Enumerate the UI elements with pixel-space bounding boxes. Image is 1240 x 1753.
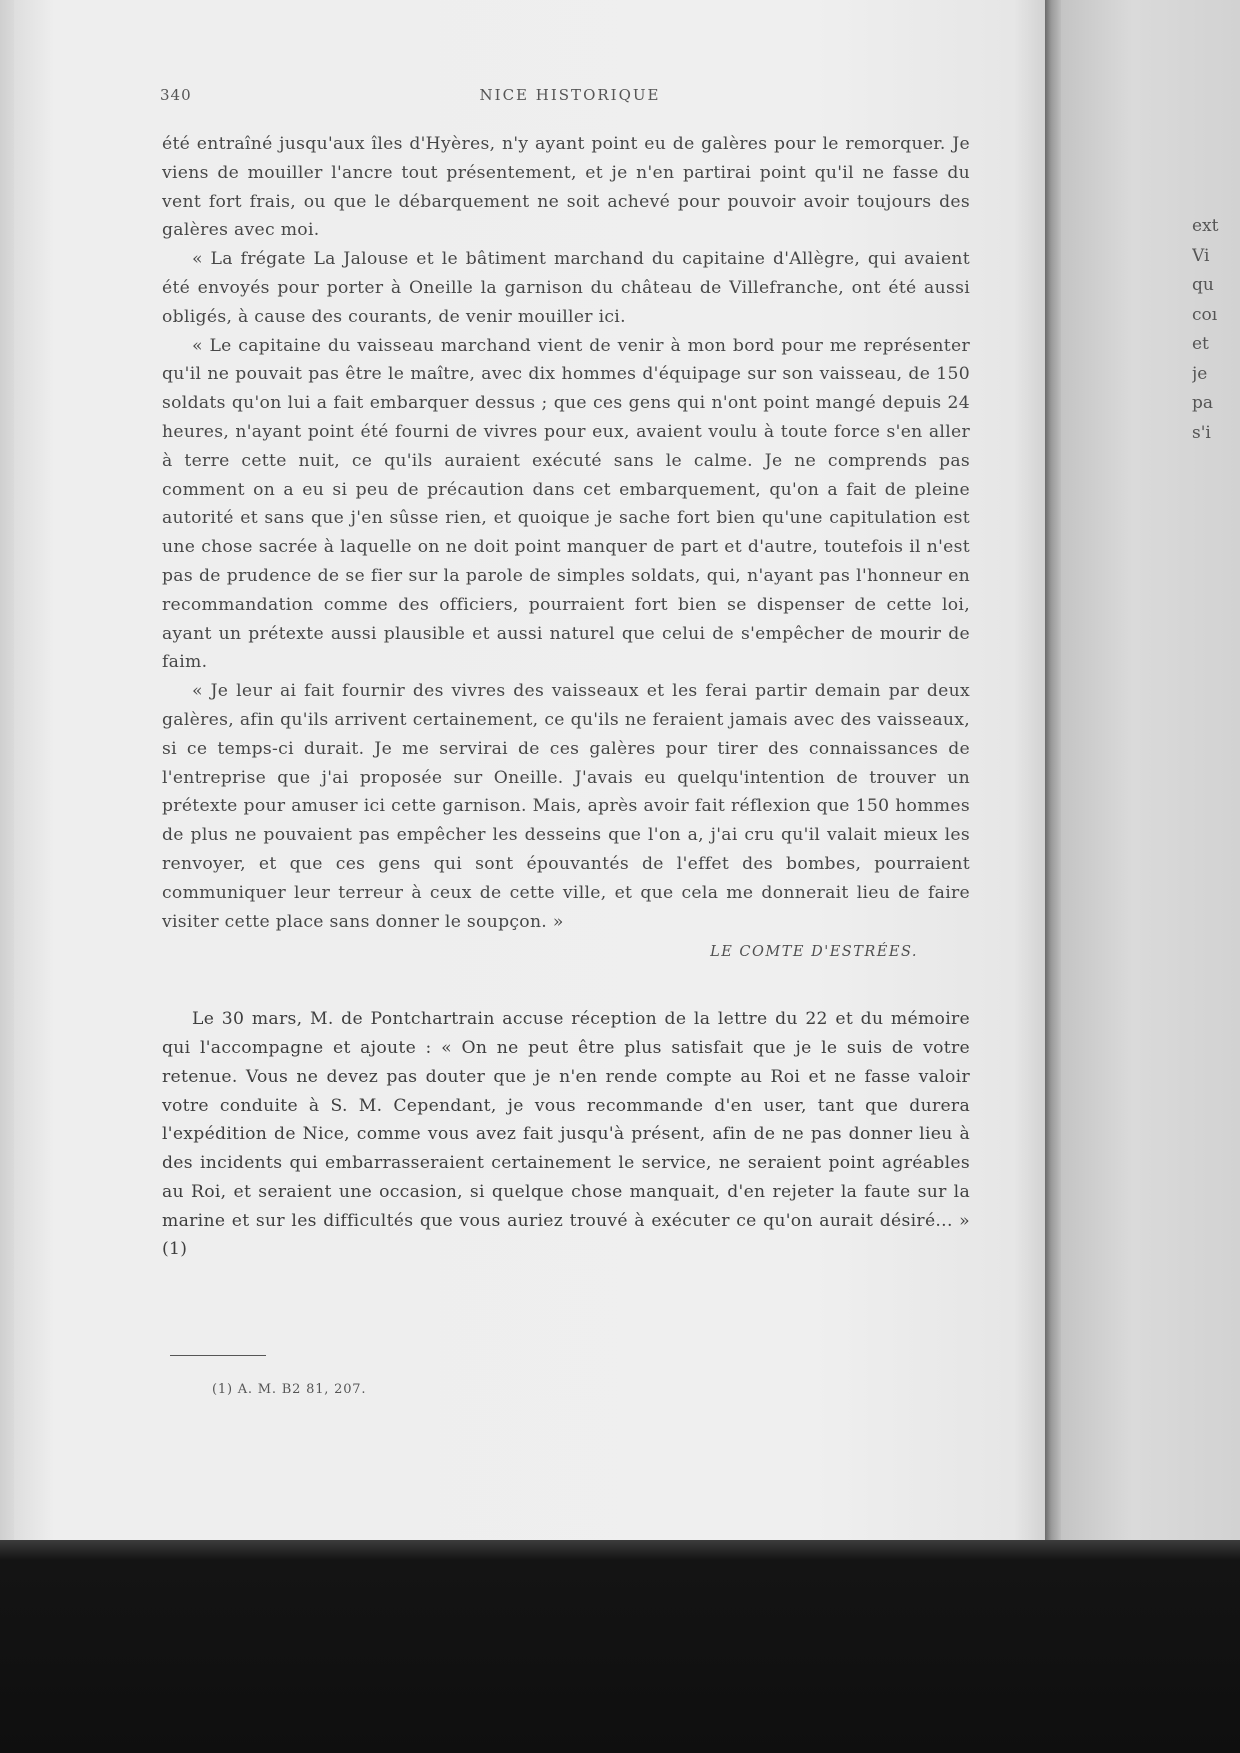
facing-line: et (1192, 334, 1209, 354)
paragraph-3: « Le capitaine du vaisseau marchand vient de venir à mon bord pour me représenter qu'il ne pouvait pas être le maître, avec dix hommes d'équipage sur son vaisseau, de 150 soldats qu'on lui a fait embarquer dessus ; que ces gens qui n'ont point mangé depuis 24 heures, n'ayant point été fourni de vivres pour eux, avaient voulu à toute force s'en aller à terre cette nuit, ce qu'ils auraient exécuté sans le calme. Je ne comprends pas comment on a eu si peu de précaution dans cet embarquement, qu'on a fait de pleine autorité et sans que j'en sûsse rien, et quoique je sache fort bien qu'une capitulation est une chose sacrée à laquelle on ne doit point manquer de part et d'autre, toutefois il n'est pas de prudence de se fier sur la parole de simples soldats, qui, n'ayant pas l'honneur en recommandation comme des officiers, pourraient fort bien se dispenser de cette loi, ayant un prétexte aussi plausible et aussi naturel que celui de s'empêcher de mourir de faim. (162, 335, 970, 673)
facing-line: s'i (1192, 422, 1211, 443)
facing-line: coı (1192, 304, 1218, 325)
facing-line: je (1192, 363, 1208, 384)
paragraph-2: « La frégate La Jalouse et le bâtiment marchand du capitaine d'Allègre, qui avaient été envoyés pour porter à Oneille la garnison du château de Villefranche, ont été aussi obligés, à cause des courants, de venir mouiller ici. (162, 249, 970, 327)
paragraph-1: été entraîné jusqu'aux îles d'Hyères, n'y ayant point eu de galères pour le remorquer. Je viens de mouiller l'ancre tout présentement, et je n'en partirai point qu'il ne fasse du vent fort frais, ou que le débarquement ne soit achevé pour pouvoir avoir toujours des galères avec moi. (162, 134, 970, 241)
signature: LE COMTE D'ESTRÉES. (710, 944, 918, 961)
facing-line: Vi (1192, 245, 1210, 266)
facing-line: ext (1192, 216, 1219, 236)
paragraph-final: Le 30 mars, M. de Pontchartrain accuse réception de la lettre du 22 et du mémoire qui l'accompagne et ajoute : « On ne peut être plus satisfait que je le suis de votre retenue. Vous ne devez pas douter que je n'en rende compte au Roi et ne fasse valoir votre conduite à S. M. Cependant, je vous recommande d'en user, tant que durera l'expédition de Nice, comme vous avez fait jusqu'à présent, afin de ne pas donner lieu à des incidents qui embarrasseraient certainement le service, ne seraient point agréables au Roi, et seraient une occasion, si quelque chose manquait, d'en rejeter la faute sur la marine et sur les difficultés que vous auriez trouvé à exécuter ce qu'on aurait désiré... » (1) (162, 1009, 970, 1260)
page-number: 340 (160, 86, 192, 104)
page-header (160, 86, 980, 110)
book-gutter (1045, 0, 1061, 1545)
paragraph-4: « Je leur ai fait fournir des vivres des vaisseaux et les ferai partir demain par deux galères, afin qu'ils arrivent certainement, ce qu'ils ne feraient jamais avec des vaisseaux, si ce temps-ci durait. Je me servirai de ces galères pour tirer des connaissances de l'entreprise que j'ai proposée sur Oneille. J'avais eu quelqu'intention de trouver un prétexte pour amuser ici cette garnison. Mais, après avoir fait réflexion que 150 hommes de plus ne pouvaient pas empêcher les desseins que l'on a, j'ai cru qu'il valait mieux les renvoyer, et que ces gens qui sont épouvantés de l'effet des bombes, pourraient communiquer leur terreur à ceux de cette ville, et que cela me donnerait lieu de faire visiter cette place sans donner le soupçon. » (162, 681, 970, 932)
scan-bottom-edge (0, 1540, 1240, 1753)
footnote-divider (170, 1355, 266, 1356)
facing-line: qu (1192, 275, 1214, 295)
footnote: (1) A. M. B2 81, 207. (212, 1382, 367, 1397)
running-title: NICE HISTORIQUE (479, 86, 661, 104)
facing-line: pa (1192, 393, 1214, 413)
body-text (162, 130, 970, 1264)
paragraph-gap (162, 967, 970, 1005)
facing-page-text (1192, 212, 1240, 448)
